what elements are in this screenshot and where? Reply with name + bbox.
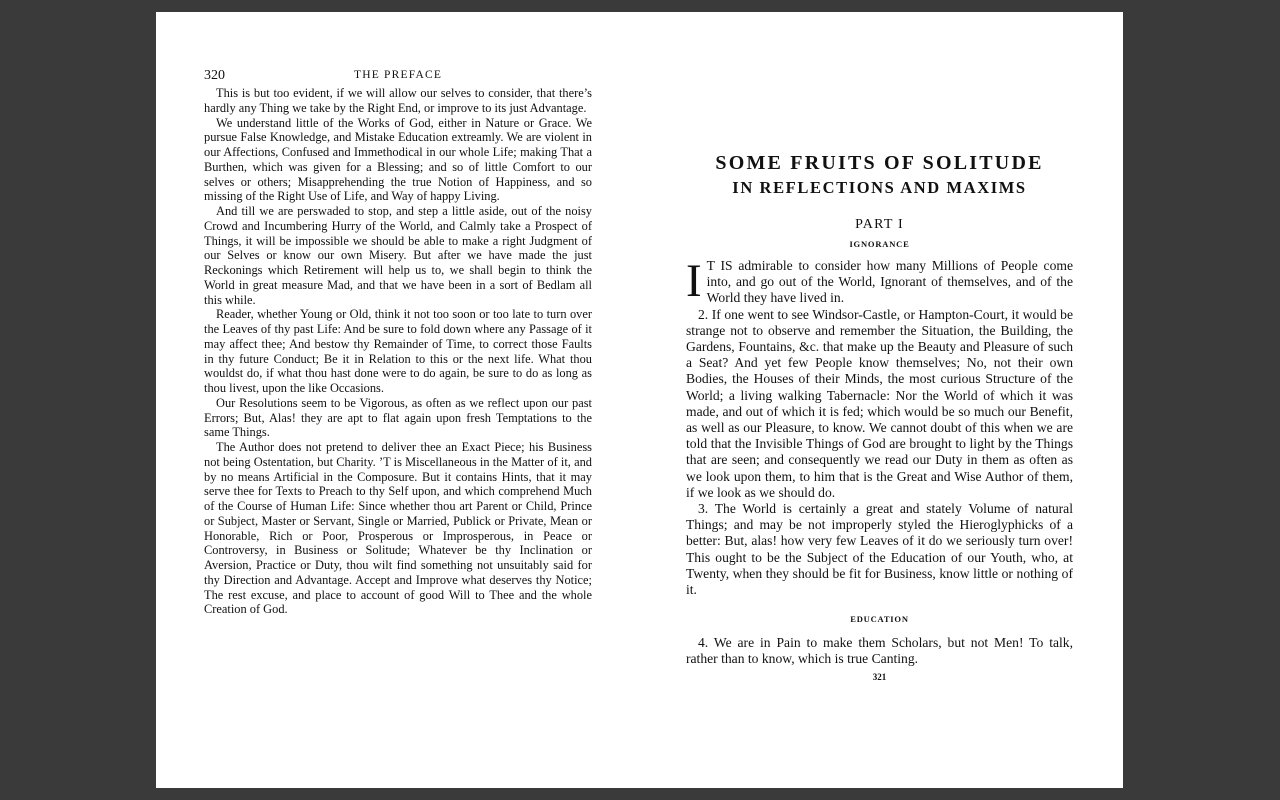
section-heading-education: EDUCATION xyxy=(850,614,909,625)
preface-text xyxy=(204,86,592,617)
preface-paragraph: We understand little of the Works of God, either in Nature or Grace. We pursue False Knowledge, and Mistake Education extreamly. We are violent in our Affections, Confused and Immethodical in our whole Life; making That a Burthen, which was given for a Blessing; and so of little Comfort to our selves or others; Misapprehending the true Notion of Happiness, and so missing of the Right Use of Life, and Way of happy Living. xyxy=(204,115,592,204)
preface-paragraph: And till we are perswaded to stop, and step a little aside, out of the noisy Crowd and Incumbering Hurry of the World, and Calmly take a Prospect of Things, it will be impossible we should be able to make a right Judgment of our Selves or know our own Misery. But after we have made the just Reckonings which Retirement will help us to, we shall begin to think the World in great measure Mad, and that we have been in a sort of Bedlam all this while. xyxy=(204,204,592,307)
maxim-paragraph-3: 3. The World is certainly a great and stately Volume of natural Things; and may be not improperly styled the Hieroglyphicks of a better: But, alas! how very few Leaves of it do we seriously turn over! This ought to be the Subject of the Education of our Youth, who, at Twenty, when they should be fit for Business, know little or nothing of it. xyxy=(686,501,1073,598)
maxim-1-text: T IS admirable to consider how many Millions of People come into, and go out of the World, Ignorant of themselves, and of the World they have lived in. xyxy=(706,258,1073,306)
left-page-header xyxy=(204,68,592,84)
drop-cap: I xyxy=(686,255,702,307)
maxim-paragraph-4: 4. We are in Pain to make them Scholars, but not Men! To talk, rather than to know, which is true Canting. xyxy=(686,635,1073,667)
part-heading: PART I xyxy=(855,217,904,232)
maxim-paragraph-1 xyxy=(686,255,1073,307)
section-heading-ignorance: IGNORANCE xyxy=(849,239,910,249)
maxims-text xyxy=(686,255,1073,668)
preface-paragraph: Reader, whether Young or Old, think it not too soon or too late to turn over the Leaves of thy past Life: And be sure to fold down where any Passage of it may affect thee; And bestow thy Remainder of Time, to correct those Faults in thy future Conduct; Be it in Relation to this or the next life. What thou wouldst do, if what thou hast done were to do again, be sure to do as long as thou livest, upon the like Occasions. xyxy=(204,307,592,395)
preface-paragraph: The Author does not pretend to deliver thee an Exact Piece; his Business not being Ostentation, but Charity. ’T is Miscellaneous in the Matter of it, and by no means Artificial in the Composure. But it contains Hints, that it may serve thee for Texts to Preach to thy Self upon, and which comprehend Much of the Course of Human Life: Since whether thou art Parent or Child, Prince or Subject, Master or Servant, Single or Married, Publick or Private, Mean or Honorable, Rich or Poor, Prosperous or Improsperous, in Peace or Controversy, in Business or Solitude; Whatever be thy Inclination or Aversion, Practice or Duty, thou wilt find something not unsuitably said for thy Direction and Advantage. Accept and Improve what deserves thy Notice; The rest excuse, and place to account of good Will to Thee and the whole Creation of God. xyxy=(204,440,592,617)
right-page-number: 321 xyxy=(872,671,887,682)
preface-paragraph: Our Resolutions seem to be Vigorous, as often as we reflect upon our past Errors; But, Alas! they are apt to flat again upon fresh Temptations to the same Things. xyxy=(204,395,592,440)
running-head: THE PREFACE xyxy=(354,69,443,81)
book-title: SOME FRUITS OF SOLITUDE xyxy=(715,152,1044,174)
book-spread xyxy=(156,12,1123,788)
left-page-number: 320 xyxy=(204,68,225,83)
maxim-paragraph-2: 2. If one went to see Windsor-Castle, or Hampton-Court, it would be strange not to observe and remember the Situation, the Building, the Gardens, Fountains, &c. that make up the Beauty and Pleasure of such a Seat? And yet few People know themselves; No, not their own Bodies, the Houses of their Minds, the most curious Structure of the World; a living walking Tabernacle: Nor the World of which it was made, and out of which it is fed; which would be so much our Benefit, as well as our Pleasure, to know. We cannot doubt of this when we are told that the Invisible Things of God are brought to light by the Things that are seen; and consequently we read our Duty in them as often as we look upon them, to him that is the Great and Wise Author of them, if we look as we should do. xyxy=(686,306,1073,500)
book-subtitle: IN REFLECTIONS AND MAXIMS xyxy=(732,178,1027,197)
right-page xyxy=(686,149,1073,682)
left-page xyxy=(204,68,592,617)
preface-paragraph: This is but too evident, if we will allow our selves to consider, that there’s hardly any Thing we take by the Right End, or improve to its just Advantage. xyxy=(204,86,592,115)
